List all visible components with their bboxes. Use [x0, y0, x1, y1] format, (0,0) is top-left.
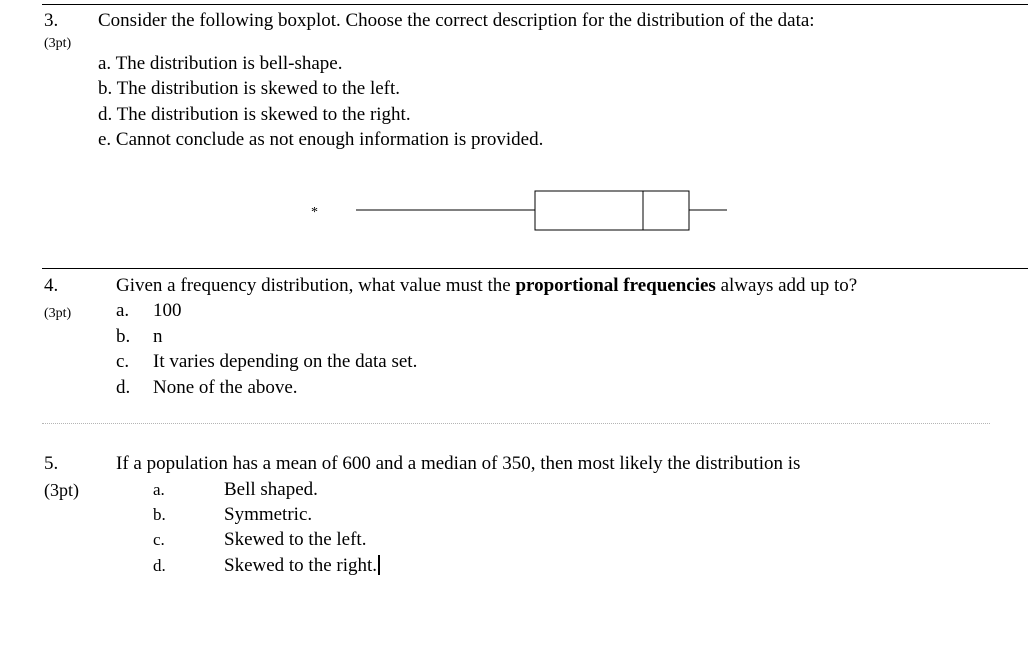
q4-dotted-separator: [42, 423, 990, 424]
q5-option-a-text: Bell shaped.: [224, 479, 318, 500]
boxplot-box: [535, 191, 689, 230]
q4-option-c-letter: c.: [116, 351, 130, 372]
q5-option-d-letter: d.: [153, 556, 166, 575]
q4-option-b-text: n: [153, 326, 163, 347]
q3-option-e: e. Cannot conclude as not enough information is provided.: [98, 129, 544, 150]
q4-stem-start: Given a frequency distribution, what value must the: [116, 275, 516, 296]
q4-option-d-letter: d.: [116, 377, 131, 398]
q4-stem-end: always add up to?: [715, 275, 858, 296]
boxplot-figure: [0, 178, 1028, 258]
q3-option-a: a. The distribution is bell-shape.: [98, 53, 343, 74]
q5-number: 5.: [44, 453, 59, 474]
text-cursor: [378, 555, 380, 575]
q4-option-a-text: 100: [153, 300, 182, 321]
q5-option-b-text: Symmetric.: [224, 504, 313, 525]
q4-stem-bold: proportional frequencies: [515, 275, 716, 296]
q4-number: 4.: [44, 275, 59, 296]
q5-option-c-letter: c.: [153, 530, 165, 549]
q5-stem: If a population has a mean of 600 and a median of 350, then most likely the distribution is: [116, 453, 801, 474]
q3-top-rule: [42, 4, 1028, 5]
q4-option-a-letter: a.: [116, 300, 130, 321]
q3-points: (3pt): [44, 36, 72, 51]
q4-top-rule: [42, 268, 1028, 269]
q3-stem: Consider the following boxplot. Choose the correct description for the distribution of the data:: [98, 10, 815, 31]
q5-option-b-letter: b.: [153, 505, 166, 524]
q4-option-d-text: None of the above.: [153, 377, 298, 398]
q5-option-a-letter: a.: [153, 480, 165, 499]
q4-points: (3pt): [44, 306, 72, 321]
q3-option-b: b. The distribution is skewed to the left.: [98, 78, 401, 99]
q5-option-d-line[interactable]: [224, 555, 380, 577]
q5-option-c-text: Skewed to the left.: [224, 529, 367, 550]
q4-option-b-letter: b.: [116, 326, 131, 347]
q5-option-d-text: Skewed to the right.: [224, 555, 378, 576]
q5-points: (3pt): [44, 480, 79, 500]
q3-option-d: d. The distribution is skewed to the right.: [98, 104, 411, 125]
q4-option-c-text: It varies depending on the data set.: [153, 351, 418, 372]
q3-number: 3.: [44, 10, 59, 31]
boxplot-outlier: *: [311, 205, 318, 220]
q4-stem: [116, 275, 857, 297]
